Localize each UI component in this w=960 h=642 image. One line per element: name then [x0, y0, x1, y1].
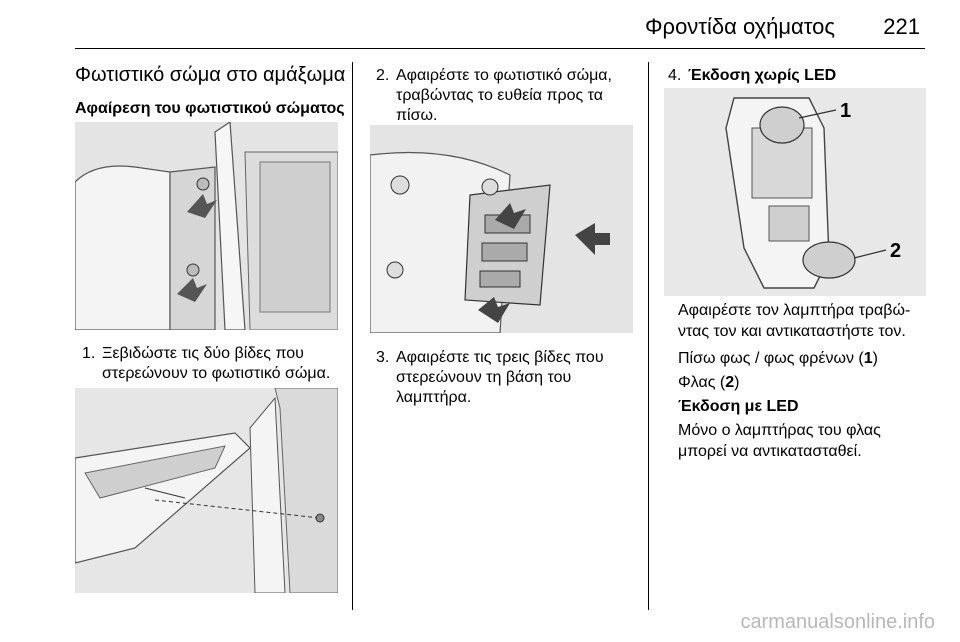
step-3-number: 3. [376, 349, 390, 366]
instruction-line-1: Αφαιρέστε τον λαμπτήρα τραβώ- [678, 302, 911, 319]
step-2-number: 2. [376, 67, 390, 84]
item-1-close: ) [872, 350, 878, 367]
item-2-number: 2 [725, 374, 735, 391]
step-1 [82, 344, 344, 388]
item-1-number: 1 [863, 350, 873, 367]
subsection-title: Αφαίρεση του φωτιστικού σώματος [75, 100, 345, 117]
led-note-line-2: μπορεί να αντικατασταθεί. [678, 443, 862, 460]
figure-bulb-holder-screws [370, 125, 633, 333]
instruction-line-2: ντας τον και αντικαταστήστε τον. [678, 323, 906, 340]
step-4-number: 4. [668, 67, 682, 84]
step-3 [376, 348, 638, 410]
led-note-line-1: Μόνο ο λαμπτήρας του φλας [678, 422, 881, 439]
figure-bulb-holder-no-led [664, 88, 926, 296]
step-2-line-2: τραβώντας το ευθεία προς τα [396, 87, 604, 104]
column-divider-left [352, 62, 353, 610]
item-1-text: Πίσω φως / φως φρένων ( [678, 350, 864, 367]
section-title: Φωτιστικό σώμα στο αμάξωμα [75, 64, 346, 86]
item-turn-signal [678, 372, 938, 393]
callout-1: 1 [840, 100, 852, 122]
led-version-heading: Έκδοση με LED [678, 398, 799, 415]
header-rule [75, 48, 925, 49]
instruction-replace-bulb [678, 300, 938, 342]
column-divider-right [648, 62, 649, 610]
running-header-title: Φροντίδα οχήματος [645, 14, 835, 39]
step-2-line-1: Αφαιρέστε το φωτιστικό σώμα, [396, 67, 612, 84]
step-3-line-2: στερεώνουν τη βάση του [396, 369, 572, 386]
step-4 [668, 66, 928, 88]
page-number: 221 [883, 14, 920, 39]
item-2-text: Φλας ( [678, 374, 726, 391]
step-4-label: Έκδοση χωρίς LED [688, 67, 837, 84]
item-2-close: ) [734, 374, 740, 391]
item-tail-brake-light [678, 348, 938, 369]
step-2-line-3: πίσω. [396, 107, 438, 124]
step-1-line-2: στερεώνουν το φωτιστικό σώμα. [102, 365, 331, 382]
step-1-line-1: Ξεβιδώστε τις δύο βίδες που [102, 345, 304, 362]
step-1-number: 1. [82, 345, 96, 362]
callout-2: 2 [890, 240, 902, 262]
watermark: carmanualsonline.info [740, 611, 935, 633]
step-3-line-3: λαμπτήρα. [396, 389, 472, 406]
step-2 [376, 66, 638, 128]
figure-lamp-body-pulled [75, 388, 338, 593]
led-version-note [678, 420, 938, 462]
step-3-line-1: Αφαιρέστε τις τρεις βίδες που [396, 349, 604, 366]
figure-screw-removal [75, 122, 338, 330]
